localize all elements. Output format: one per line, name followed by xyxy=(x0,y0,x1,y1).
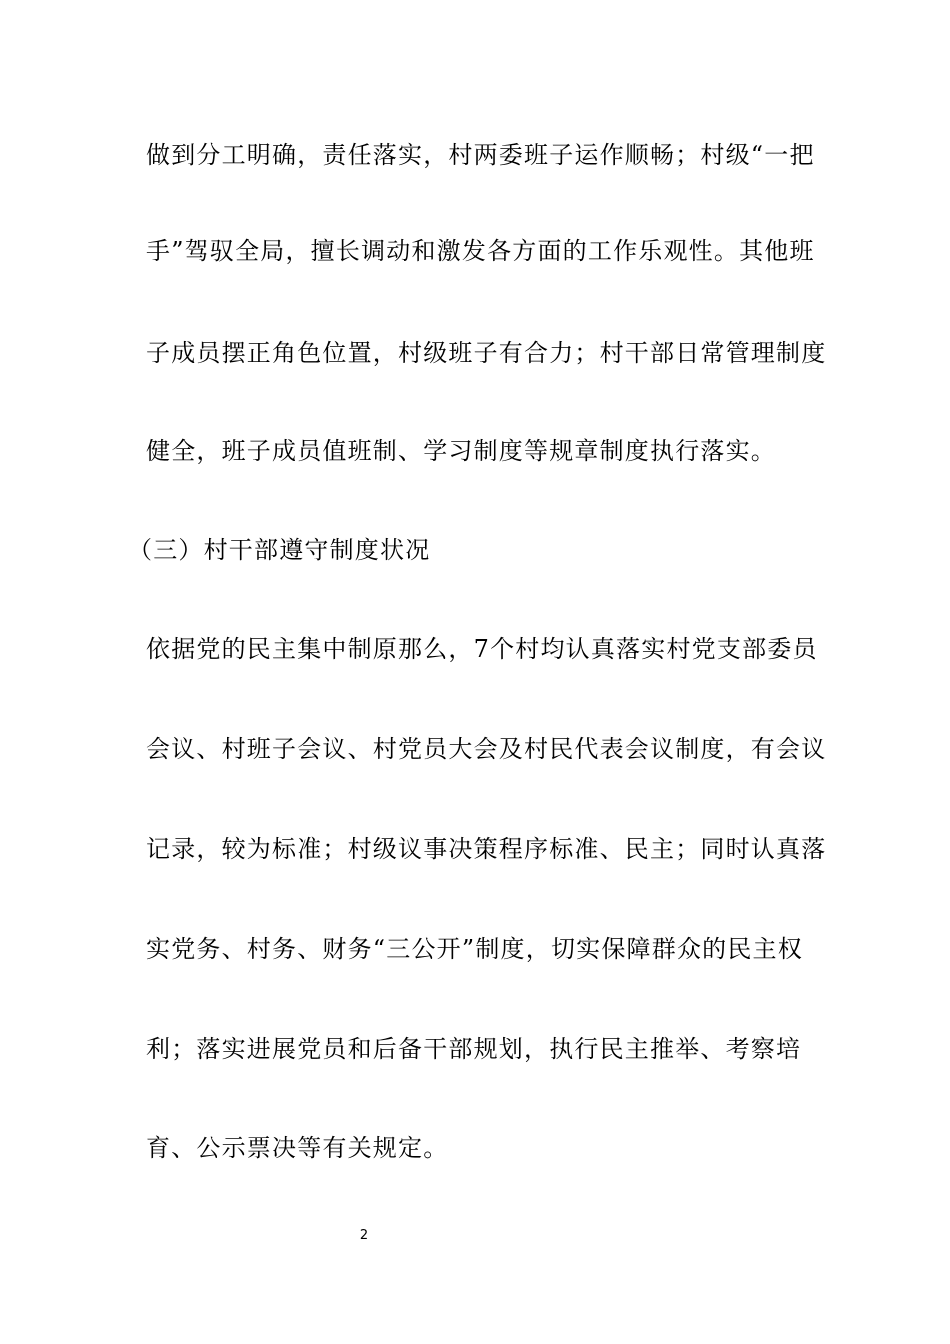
section-heading: （三）村干部遵守制度状况 xyxy=(128,536,431,564)
paragraph-2-line-6: 育、公示票决等有关规定。 xyxy=(146,1134,449,1162)
paragraph-1-line-3: 子成员摆正角色位置，村级班子有合力；村干部日常管理制度 xyxy=(146,339,827,367)
paragraph-1-line-4: 健全，班子成员值班制、学习制度等规章制度执行落实。 xyxy=(146,437,776,465)
paragraph-2-line-4: 实党务、村务、财务“三公开”制度，切实保障群众的民主权 xyxy=(146,935,803,963)
paragraph-2-line-1: 依据党的民主集中制原那么，7个村均认真落实村党支部委员 xyxy=(146,635,818,663)
paragraph-1-line-1: 做到分工明确，责任落实，村两委班子运作顺畅；村级“一把 xyxy=(146,141,815,169)
paragraph-1-line-2: 手”驾驭全局，擅长调动和激发各方面的工作乐观性。其他班 xyxy=(146,237,815,265)
paragraph-2-line-2: 会议、村班子会议、村党员大会及村民代表会议制度，有会议 xyxy=(146,735,827,763)
page-number: 2 xyxy=(359,1228,369,1243)
paragraph-2-line-5: 利；落实进展党员和后备干部规划，执行民主推举、考察培 xyxy=(146,1035,802,1063)
paragraph-2-line-3: 记录，较为标准；村级议事决策程序标准、民主；同时认真落 xyxy=(146,835,827,863)
